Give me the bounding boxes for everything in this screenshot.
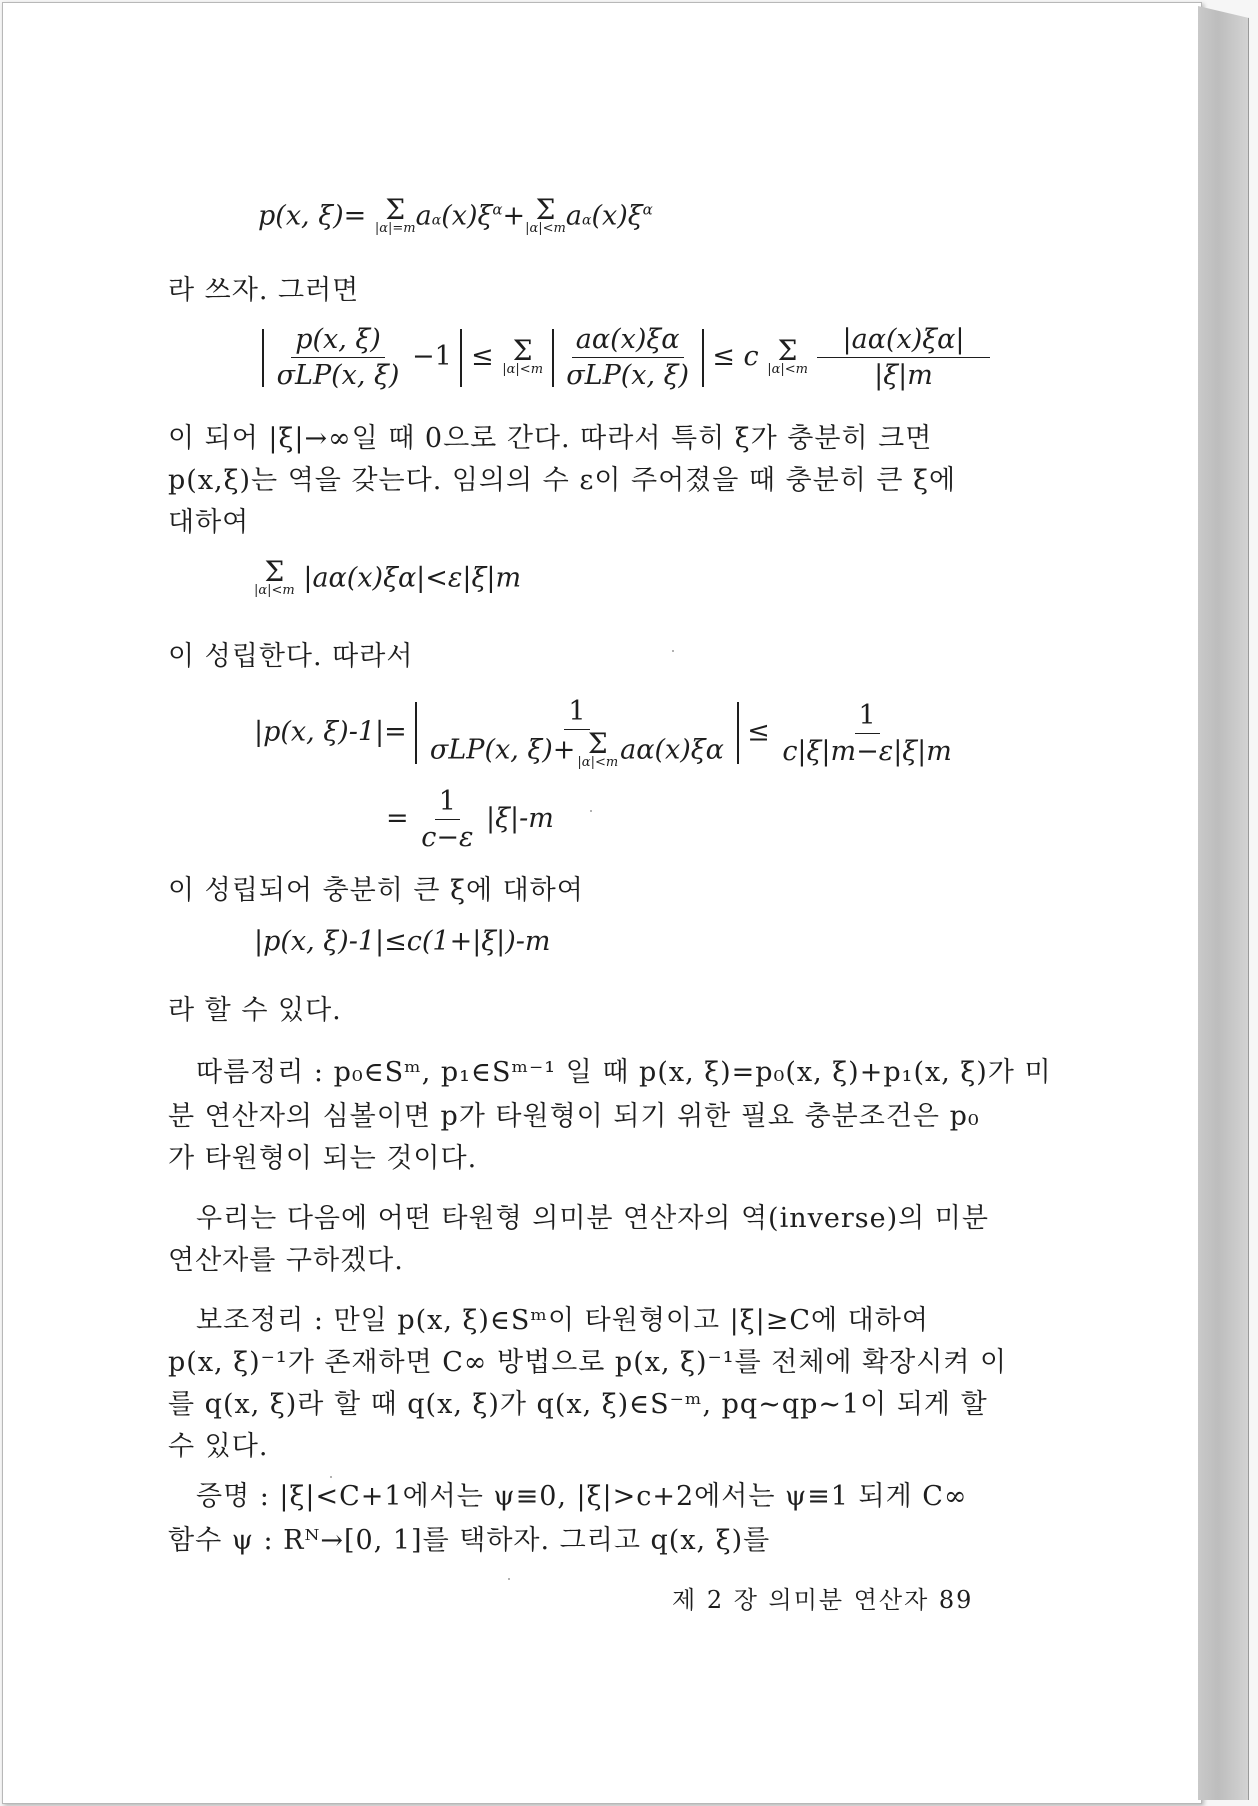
page-stack-edge [1198,6,1249,1800]
eq4-num: 1 [564,696,589,730]
eq4-den-a: σLP(x, ξ)+ [429,734,576,766]
paragraph-line: 연산자를 구하겠다. [168,1245,404,1276]
paragraph-line: 이 되어 |ξ|→∞일 때 0으로 간다. 따라서 특히 ξ가 충분히 크면 [168,423,933,454]
eq2-num1: p(x, ξ) [291,324,385,358]
eq2-den2: σLP(x, ξ) [566,360,690,391]
eq4-den2: c|ξ|m−ε|ξ|m [782,735,952,767]
eq4-frac1 [426,696,728,770]
eq3-sum: Σ |α|<m [254,555,295,598]
eq2-frac2 [562,324,693,391]
lemma-line: 보조정리 : 만일 p(x, ξ)∈Sᵐ이 타원형이고 |ξ|≥C에 대하여 [196,1305,929,1336]
equation-inverse-bound [254,696,956,770]
paragraph-line: 우리는 다음에 어떤 타원형 의미분 연산자의 역(inverse)의 미분 [196,1203,989,1234]
corollary-line: 따름정리 : p₀∈Sᵐ, p₁∈Sᵐ⁻¹ 일 때 p(x, ξ)=p₀(x, ξ)+p₁(x, ξ)가 미 [196,1057,1052,1088]
eq2-sum: Σ |α|<m [502,333,544,377]
eq1-plus: + [502,200,526,232]
paragraph-line: 대하여 [168,507,250,538]
equation-inverse-result [386,786,554,853]
eq4-den [426,727,728,770]
eq4-frac2 [778,700,956,767]
abs-bar [702,329,704,387]
eq1-sum1: Σ |α|=m [374,193,416,236]
eq4-le: ≤ [747,716,770,748]
lemma-line: 수 있다. [168,1431,269,1462]
text-can-say: 라 할 수 있다. [168,995,342,1026]
eq5-rest: |ξ|-m [486,803,554,834]
eq4-den-b: aα(x)ξα [620,734,724,766]
abs-bar [737,702,739,764]
eq2-frac1 [273,324,404,391]
abs-bar [552,329,554,387]
equation-bound [262,324,990,391]
text-holds: 이 성립한다. 따라서 [168,641,414,672]
eq2-den1: σLP(x, ξ) [276,360,400,391]
abs-bar [262,329,264,387]
lemma-line: p(x, ξ)⁻¹가 존재하면 C∞ 방법으로 p(x, ξ)⁻¹를 전체에 확장시켜 이 [168,1347,1008,1378]
equation-epsilon-bound [254,555,522,598]
eq2-minus-one: −1 [412,341,452,372]
eq3-sum-index: |α|<m [254,583,295,598]
proof-line: 함수 ψ : Rᴺ→[0, 1]를 택하자. 그리고 q(x, ξ)를 [168,1525,771,1556]
eq1-sum1-index: |α|=m [374,221,416,236]
abs-bar [415,702,417,764]
eq5-frac [417,786,477,853]
eq5-eq: = [386,803,409,834]
eq2-num3: |aα(x)ξα| [817,324,991,358]
lemma-line: 를 q(x, ξ)라 할 때 q(x, ξ)가 q(x, ξ)∈S⁻ᵐ, pq~qp~1이 되게 할 [168,1389,988,1420]
eq4-lhs: |p(x, ξ)-1|= [254,716,407,748]
eq2-den3: |ξ|m [874,360,933,391]
eq2-num2: aα(x)ξα [572,324,684,358]
eq4-num2: 1 [855,700,880,734]
eq1-term2: a [565,200,582,232]
eq2-le-c: ≤ c [712,341,759,372]
proof-line: 증명 : |ξ|<C+1에서는 ψ≡0, |ξ|>c+2에서는 ψ≡1 되게 C∞ [196,1481,968,1512]
text-holds-large-xi: 이 성립되어 충분히 큰 ξ에 대하여 [168,875,584,906]
eq4-sum-index: |α|<m [577,755,619,770]
eq1-term1: a [415,200,432,232]
corollary-line: 가 타원형이 되는 것이다. [168,1143,478,1174]
page-footer: 제 2 장 의미분 연산자 89 [672,1586,974,1614]
eq2-frac3 [817,324,991,391]
eq5-num: 1 [435,786,460,820]
paragraph-line: p(x,ξ)는 역을 갖는다. 임의의 수 ε이 주어졌을 때 충분히 큰 ξ에 [168,465,957,496]
equation-final-bound: |p(x, ξ)-1|≤c(1+|ξ|)-m [254,926,551,957]
eq2-sum2: Σ |α|<m [767,333,808,377]
eq1-sum2-index: |α|<m [525,221,566,236]
scan-speck [508,1578,510,1580]
eq2-sum-index: |α|<m [502,361,544,377]
eq2-sum2-index: |α|<m [767,361,808,377]
eq1-term2-rest: (x)ξ [591,200,643,232]
text-then: 라 쓰자. 그러면 [168,275,360,306]
eq3-body: |aα(x)ξα|<ε|ξ|m [303,562,522,594]
eq2-le: ≤ [471,341,494,372]
eq1-lhs: p(x, ξ)= [258,200,367,232]
abs-bar [460,329,462,387]
corollary-line: 분 연산자의 심볼이면 p가 타원형이 되기 위한 필요 충분조건은 p₀ [168,1101,980,1132]
scan-speck [672,650,674,652]
equation-symbol-expansion: p(x, ξ)= Σ |α|=m $a\alpha(x)\xi^\alpha+$ Σ |α|<m $a\alpha(x)\xi^\alpha$ [258,193,653,236]
eq4-sum: Σ |α|<m [577,727,619,770]
scan-speck [590,810,592,812]
eq1-term1-rest: (x)ξ [441,200,493,232]
eq1-sum2: Σ |α|<m [525,193,566,236]
eq5-den: c−ε [421,822,474,853]
scan-speck [330,1476,332,1478]
